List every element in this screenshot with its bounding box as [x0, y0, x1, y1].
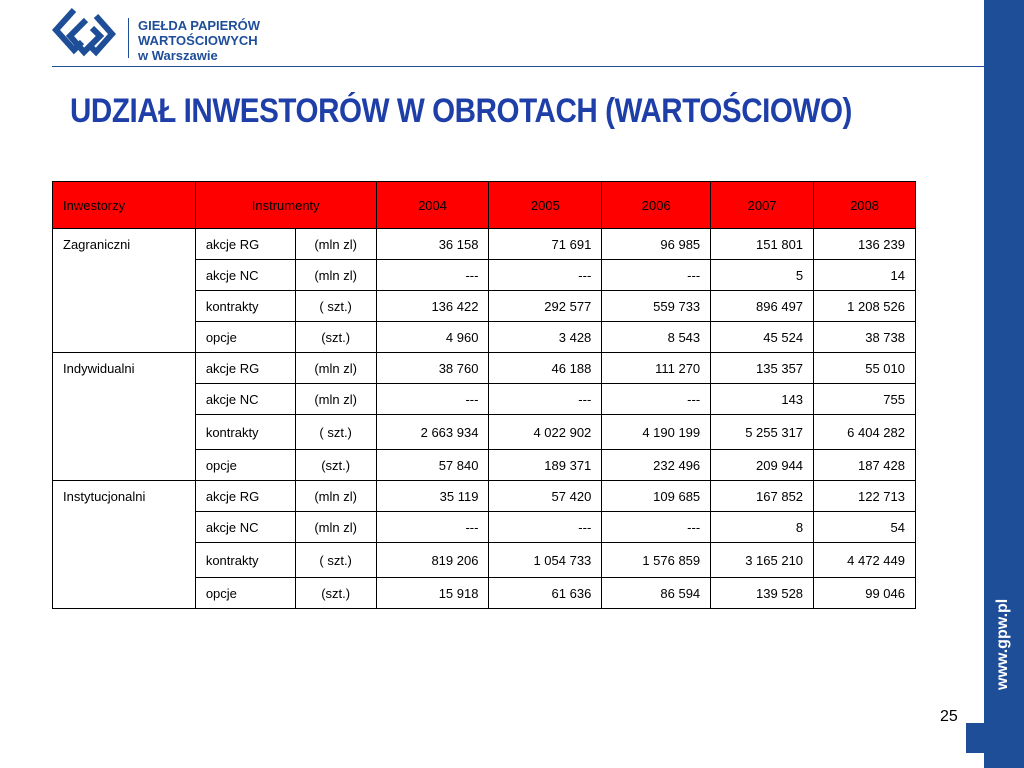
unit-cell: (szt.): [295, 450, 376, 481]
instrument-cell: opcje: [195, 322, 295, 353]
header-rule: [52, 66, 984, 67]
header-year-2006: 2006: [602, 182, 711, 229]
value-cell: ---: [489, 260, 602, 291]
investor-cell: Indywidualni: [53, 353, 196, 481]
value-cell: 4 190 199: [602, 415, 711, 450]
instrument-cell: akcje NC: [195, 260, 295, 291]
value-cell: 1 054 733: [489, 543, 602, 578]
value-cell: 122 713: [814, 481, 916, 512]
logo-line-3: w Warszawie: [138, 48, 218, 63]
value-cell: 38 738: [814, 322, 916, 353]
value-cell: 38 760: [376, 353, 489, 384]
value-cell: 35 119: [376, 481, 489, 512]
sidebar-url: www.gpw.pl: [994, 598, 1011, 690]
value-cell: 3 428: [489, 322, 602, 353]
instrument-cell: opcje: [195, 578, 295, 609]
page-number: 25: [940, 708, 958, 725]
value-cell: ---: [489, 512, 602, 543]
value-cell: 232 496: [602, 450, 711, 481]
value-cell: 5: [711, 260, 814, 291]
unit-cell: (szt.): [295, 578, 376, 609]
instrument-cell: kontrakty: [195, 415, 295, 450]
value-cell: ---: [489, 384, 602, 415]
value-cell: 4 472 449: [814, 543, 916, 578]
value-cell: 14: [814, 260, 916, 291]
logo-line-1: GIEŁDA PAPIERÓW: [138, 18, 261, 33]
unit-cell: ( szt.): [295, 291, 376, 322]
instrument-cell: kontrakty: [195, 543, 295, 578]
value-cell: ---: [376, 384, 489, 415]
value-cell: ---: [602, 512, 711, 543]
table-header-row: [53, 182, 916, 229]
value-cell: 2 663 934: [376, 415, 489, 450]
table-row: [53, 481, 916, 512]
value-cell: 143: [711, 384, 814, 415]
value-cell: 167 852: [711, 481, 814, 512]
instrument-cell: akcje RG: [195, 353, 295, 384]
value-cell: 99 046: [814, 578, 916, 609]
instrument-cell: akcje NC: [195, 512, 295, 543]
value-cell: 4 960: [376, 322, 489, 353]
unit-cell: ( szt.): [295, 415, 376, 450]
unit-cell: (mln zl): [295, 229, 376, 260]
gpw-logo-icon: [52, 6, 116, 64]
table-row: [53, 229, 916, 260]
value-cell: 86 594: [602, 578, 711, 609]
value-cell: 209 944: [711, 450, 814, 481]
value-cell: 819 206: [376, 543, 489, 578]
value-cell: ---: [602, 260, 711, 291]
unit-cell: (mln zl): [295, 260, 376, 291]
value-cell: 755: [814, 384, 916, 415]
investor-share-table: [52, 181, 916, 609]
investor-cell: Instytucjonalni: [53, 481, 196, 609]
value-cell: ---: [602, 384, 711, 415]
value-cell: 3 165 210: [711, 543, 814, 578]
unit-cell: (mln zl): [295, 481, 376, 512]
unit-cell: (mln zl): [295, 384, 376, 415]
unit-cell: (mln zl): [295, 353, 376, 384]
value-cell: 5 255 317: [711, 415, 814, 450]
value-cell: 46 188: [489, 353, 602, 384]
value-cell: 136 239: [814, 229, 916, 260]
value-cell: 187 428: [814, 450, 916, 481]
header-year-2004: 2004: [376, 182, 489, 229]
investor-cell: Zagraniczni: [53, 229, 196, 353]
table-row: [53, 353, 916, 384]
sidebar-footer-block: [966, 723, 1024, 753]
value-cell: 8 543: [602, 322, 711, 353]
instrument-cell: opcje: [195, 450, 295, 481]
value-cell: 109 685: [602, 481, 711, 512]
value-cell: 45 524: [711, 322, 814, 353]
value-cell: 151 801: [711, 229, 814, 260]
value-cell: 111 270: [602, 353, 711, 384]
value-cell: 559 733: [602, 291, 711, 322]
header-year-2007: 2007: [711, 182, 814, 229]
value-cell: 136 422: [376, 291, 489, 322]
instrument-cell: akcje NC: [195, 384, 295, 415]
value-cell: 61 636: [489, 578, 602, 609]
value-cell: ---: [376, 260, 489, 291]
instrument-cell: kontrakty: [195, 291, 295, 322]
value-cell: 135 357: [711, 353, 814, 384]
header-investors: Inwestorzy: [53, 182, 196, 229]
value-cell: 6 404 282: [814, 415, 916, 450]
value-cell: 8: [711, 512, 814, 543]
value-cell: 57 420: [489, 481, 602, 512]
unit-cell: (mln zl): [295, 512, 376, 543]
instrument-cell: akcje RG: [195, 229, 295, 260]
value-cell: 4 022 902: [489, 415, 602, 450]
header-instruments: Instrumenty: [195, 182, 376, 229]
value-cell: ---: [376, 512, 489, 543]
logo-text: [138, 18, 260, 63]
value-cell: 57 840: [376, 450, 489, 481]
value-cell: 71 691: [489, 229, 602, 260]
logo-line-2: WARTOŚCIOWYCH: [138, 33, 258, 48]
value-cell: 139 528: [711, 578, 814, 609]
value-cell: 1 576 859: [602, 543, 711, 578]
unit-cell: (szt.): [295, 322, 376, 353]
unit-cell: ( szt.): [295, 543, 376, 578]
value-cell: 896 497: [711, 291, 814, 322]
value-cell: 1 208 526: [814, 291, 916, 322]
header-year-2005: 2005: [489, 182, 602, 229]
header-year-2008: 2008: [814, 182, 916, 229]
value-cell: 15 918: [376, 578, 489, 609]
gpw-logo: [52, 6, 282, 64]
slide-title: UDZIAŁ INWESTORÓW W OBROTACH (WARTOŚCIOWO): [70, 92, 852, 130]
value-cell: 189 371: [489, 450, 602, 481]
value-cell: 55 010: [814, 353, 916, 384]
value-cell: 292 577: [489, 291, 602, 322]
value-cell: 36 158: [376, 229, 489, 260]
value-cell: 96 985: [602, 229, 711, 260]
value-cell: 54: [814, 512, 916, 543]
instrument-cell: akcje RG: [195, 481, 295, 512]
logo-divider: [128, 18, 129, 58]
